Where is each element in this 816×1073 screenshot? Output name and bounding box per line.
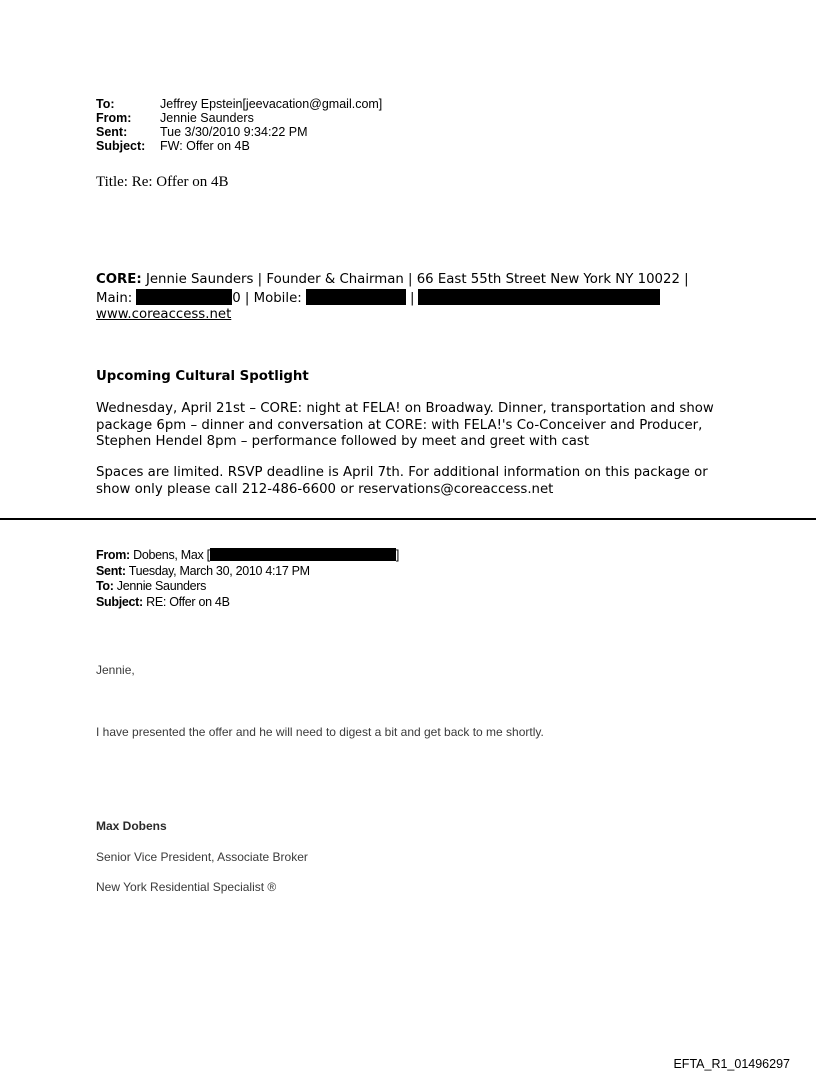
signature-name: Max Dobens [96, 819, 167, 833]
separator: | [409, 290, 415, 306]
fwd-from-label: From: [96, 548, 130, 562]
fwd-to-label: To: [96, 579, 114, 593]
fwd-subject-value: RE: Offer on 4B [146, 594, 230, 609]
signature-specialty: New York Residential Specialist ® [96, 880, 277, 894]
redaction-bar [136, 289, 232, 305]
fwd-subject-label: Subject: [96, 594, 143, 609]
fwd-from-value: Dobens, Max [ [133, 548, 210, 562]
subject-value: FW: Offer on 4B [160, 139, 250, 153]
forwarded-header [96, 548, 399, 610]
core-line-2 [96, 289, 736, 308]
spotlight-paragraph-1: Wednesday, April 21st – CORE: night at FELA! on Broadway. Dinner, transportation and show package 6pm – dinner and conversation at CORE: with FELA!'s Co-Conceiver and Producer, Stephen Hendel 8pm – performance followed by meet and greet with cast [96, 401, 714, 449]
email-header [96, 97, 382, 153]
title-line: Title: Re: Offer on 4B [96, 174, 229, 190]
sent-value: Tue 3/30/2010 9:34:22 PM [160, 125, 308, 139]
core-signature [96, 272, 736, 324]
message-body: I have presented the offer and he will need to digest a bit and get back to me shortly. [96, 725, 544, 739]
fwd-sent-label: Sent: [96, 563, 126, 578]
fwd-to-row [96, 579, 399, 595]
fwd-from-close: ] [395, 548, 399, 562]
fwd-to-value: Jennie Saunders [116, 579, 207, 593]
spotlight-paragraph-2: Spaces are limited. RSVP deadline is April 7th. For additional information on this package or show only please call 212-486-6600 or reservations@coreaccess.net [96, 465, 708, 497]
core-contact-line: Jennie Saunders | Founder & Chairman | 66 East 55th Street New York NY 10022 | [145, 272, 689, 287]
redaction-bar [306, 289, 406, 305]
subject-label: Subject: [96, 139, 146, 153]
header-to-row [96, 97, 382, 111]
fwd-sent-value: Tuesday, March 30, 2010 4:17 PM [128, 563, 310, 578]
core-brand: CORE: [96, 272, 142, 287]
header-subject-row [96, 139, 382, 153]
redaction-bar [210, 548, 396, 561]
document-id: EFTA_R1_01496297 [673, 1057, 790, 1071]
to-label: To: [96, 97, 115, 111]
fwd-from-row [96, 548, 399, 564]
redaction-bar [418, 289, 660, 305]
core-line-1 [96, 272, 736, 289]
message-greeting: Jennie, [96, 663, 135, 677]
divider [0, 518, 816, 520]
header-from-row [96, 111, 382, 125]
header-sent-row [96, 125, 382, 139]
from-value: Jennie Saunders [160, 111, 254, 125]
fwd-subject-row [96, 595, 399, 611]
main-label: Main: [96, 290, 133, 306]
main-tail: 0 | Mobile: [232, 290, 302, 306]
sent-label: Sent: [96, 125, 128, 139]
core-line-3 [96, 307, 736, 324]
fwd-sent-row [96, 564, 399, 580]
website-link[interactable]: www.coreaccess.net [96, 307, 232, 322]
to-value: Jeffrey Epstein[jeevacation@gmail.com] [160, 97, 383, 111]
signature-title: Senior Vice President, Associate Broker [96, 850, 308, 864]
spotlight-heading: Upcoming Cultural Spotlight [96, 369, 309, 384]
from-label: From: [96, 111, 132, 125]
